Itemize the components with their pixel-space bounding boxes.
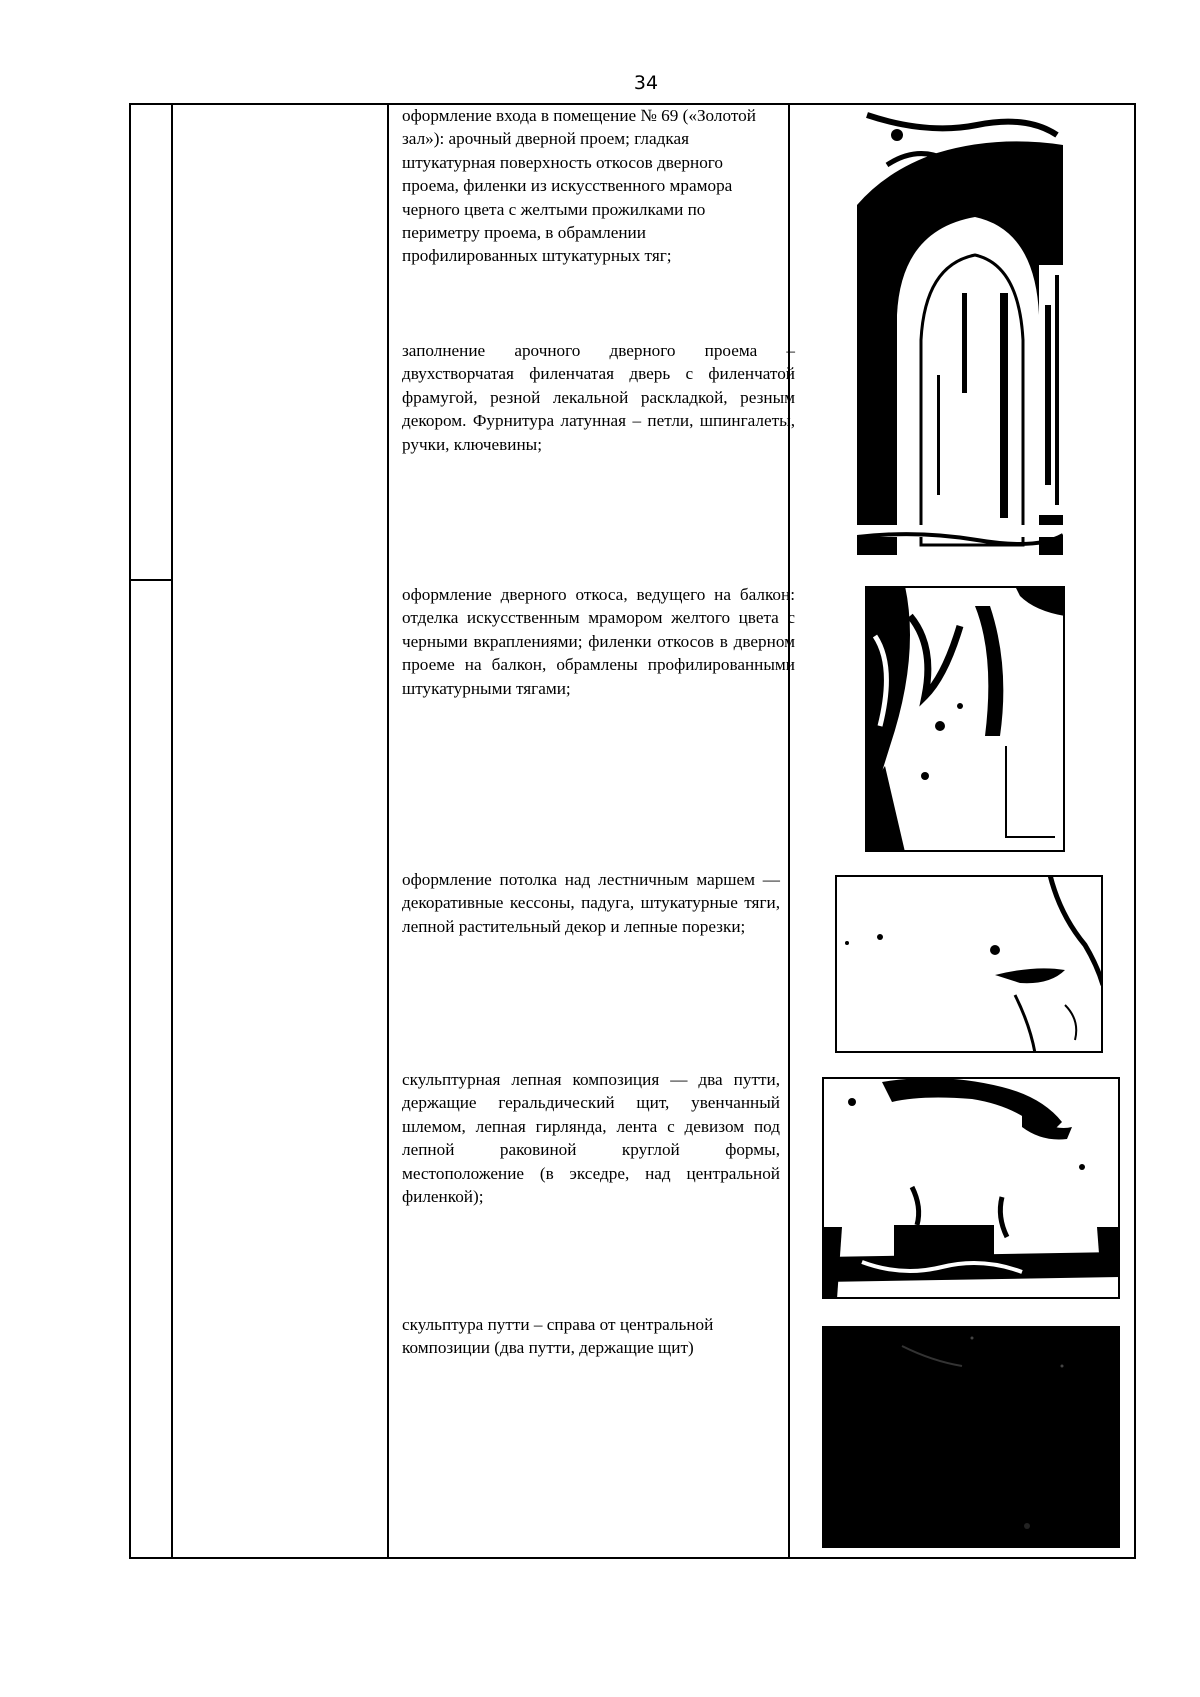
entry-arched-door-filling: заполнение арочного дверного проема – двухстворчатая филенчатая дверь с филенчатой фрамугой, резной лекальной раскладкой, резным декором. Фурнитура латунная – петли, шпингалеты, ручки, ключевины; bbox=[402, 341, 795, 454]
table-border-left bbox=[129, 103, 131, 1559]
table-border-bottom bbox=[129, 1557, 1136, 1559]
photo-putti-sculpture bbox=[822, 1326, 1120, 1548]
page-number: 34 bbox=[633, 72, 659, 94]
column-divider-2 bbox=[387, 103, 389, 1559]
entry-putti-sculpture: скульптура путти – справа от центральной композиции (два путти, держащие щит) bbox=[402, 1315, 714, 1358]
photo-balcony-door-reveal bbox=[865, 586, 1065, 852]
entry-balcony-door-reveal: оформление дверного откоса, ведущего на балкон: отделка искусственным мрамором желтого цвета с черными вкраплениями; филенки откосов в дверном проеме на балкон, обрамлены профилированными штукатурными тягами; bbox=[402, 585, 795, 698]
photo-ceiling-over-stairs bbox=[835, 875, 1103, 1053]
photo-stucco-composition bbox=[822, 1077, 1120, 1299]
entry-stucco-composition: скульптурная лепная композиция — два путти, держащие геральдический щит, увенчанный шлемом, лепная гирлянда, лента с девизом под лепной раковиной круглой формы, местоположение (в экседре, над центральной филенкой); bbox=[402, 1070, 780, 1207]
entry-ceiling-over-stairs: оформление потолка над лестничным маршем — декоративные кессоны, падуга, штукатурные тяги, лепной растительный декор и лепные порезки; bbox=[402, 870, 780, 936]
column-divider-3 bbox=[788, 103, 790, 1559]
table-border-right bbox=[1134, 103, 1136, 1559]
entry-entrance-hall-69: оформление входа в помещение № 69 («Золотой зал»): арочный дверной проем; гладкая штукатурная поверхность откосов дверного проема, филенки из искусственного мрамора черного цвета с желтыми прожилками по периметру проема, в обрамлении профилированных штукатурных тяг; bbox=[402, 106, 756, 266]
column-divider-1 bbox=[171, 103, 173, 1559]
row-divider bbox=[129, 579, 173, 581]
photo-arched-doorway bbox=[857, 105, 1063, 555]
